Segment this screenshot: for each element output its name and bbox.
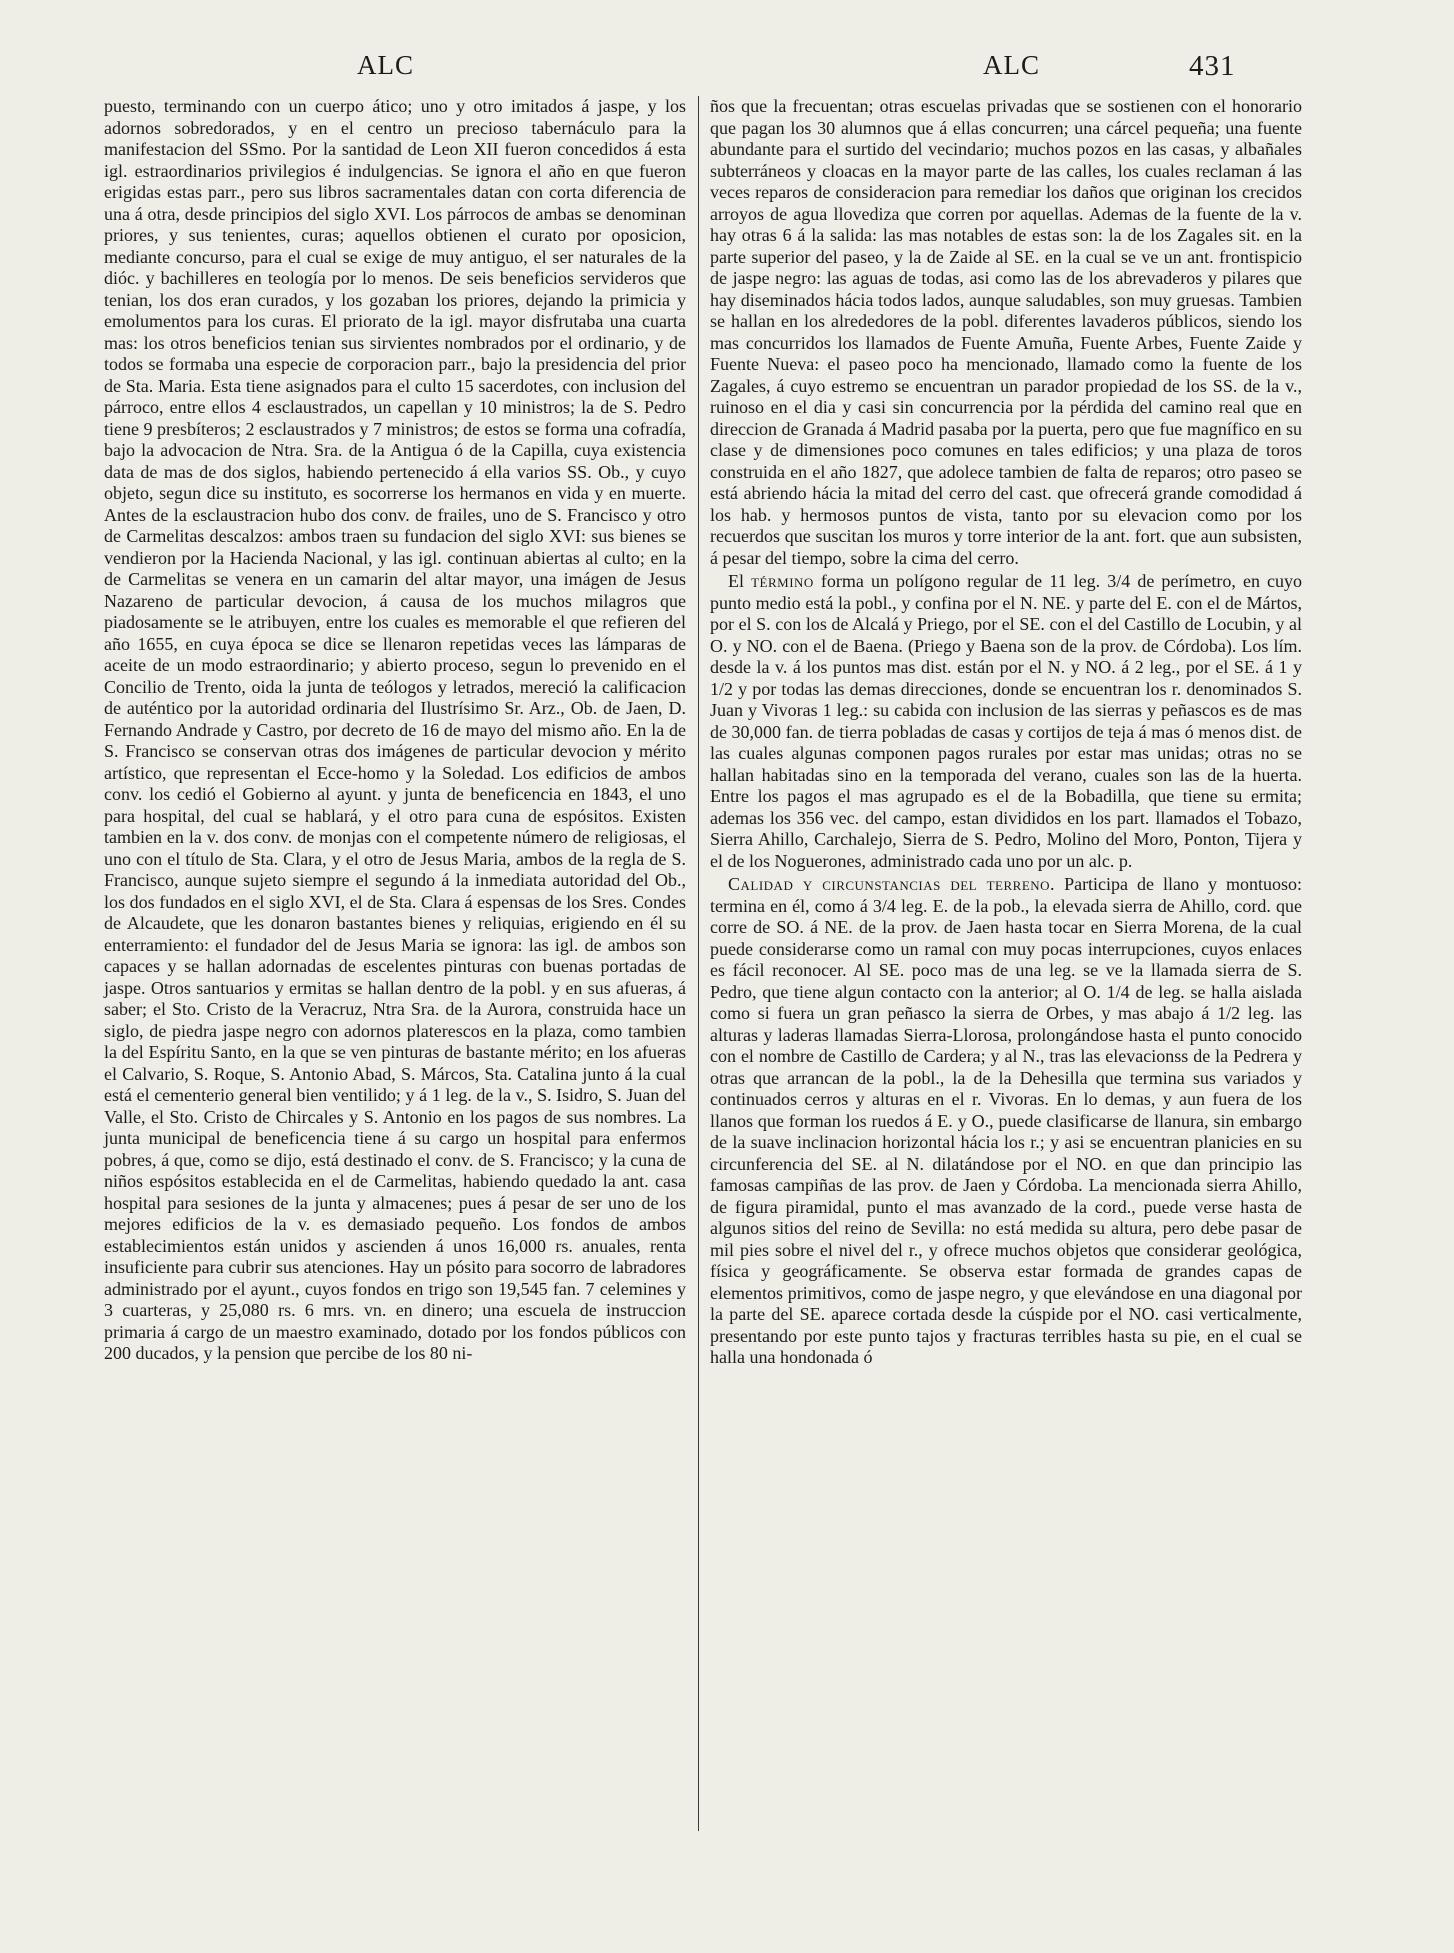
column-divider <box>698 96 699 1831</box>
left-column <box>104 96 686 1367</box>
paragraph-body: Participa de llano y montuoso: termina en él, como á 3/4 leg. E. de la pob., la elevada sierra de Ahillo, cord. que corre de SO. á NE. de la prov. de Jaen hasta tocar en Sierra Morena, de la cual puede considerarse como un ramal con muy pocas interrupciones, cuyos enlaces es fácil reconocer. Al SE. poco mas de una leg. se ve la llamada sierra de S. Pedro, que tiene algun contacto con la anterior; al O. 1/4 de leg. se halla aislada como si fuera un gran peñasco la sierra de Orbes, y mas abajo á 1/2 leg. las alturas y laderas llamadas Sierra-Llorosa, prolongándose hasta el punto conocido con el nombre de Castillo de Cardera; y al N., tras las elevacionss de la Pedrera y otras que arrancan de la pobl., la de la Dehesilla que termina sus variados y continuados cerros y alturas en el r. Vivoras. En lo demas, y aun fuera de los llanos que forman los ruedos á E. y O., puede clasificarse de llanura, sin embargo de la suave inclinacion horizontal hácia los r.; y asi se encuentran planicies en su circunferencia del SE. al N. dilatándose por el NO. en que dan principio las famosas campiñas de las prov. de Jaen y Córdoba. La mencionada sierra Ahillo, de figura piramidal, punto el mas avanzado de la cord., puede verse hasta de algunos sitios del reino de Sevilla: no está medida su altura, pero debe pasar de mil pies sobre el nivel del r., y ofrece muchos objetos que considerar geológica, física y geográficamente. Se observa estar formada de grandes capas de elementos primitivos, como de jaspe negro, y que elevándose en una diagonal por la parte del SE. aparece cortada desde la cúspide por el NO. casi verticalmente, presentando por este punto tajos y fracturas terribles hasta su pie, en el cual se halla una hondonada ó <box>710 874 1303 1367</box>
right-column <box>710 96 1302 1371</box>
term-heading: término <box>751 571 814 591</box>
right-column-paragraph-2 <box>710 571 1302 872</box>
paragraph-lead: El <box>728 571 744 591</box>
section-heading: Calidad y circunstancias del terreno. <box>728 874 1056 894</box>
right-column-paragraph-1: ños que la frecuentan; otras escuelas privadas que se sostienen con el honorario que pagan los 30 alumnos que á ellas concurren; una cárcel pequeña; una fuente abundante para el surtido del vecindario; muchos pozos en las casas, y albañales subterráneos y cloacas en la mayor parte de las calles, los cuales reclaman á las veces reparos de consideracion para remediar los daños que originan los crecidos arroyos de agua llovediza que corren por aquellas. Ademas de la fuente de la v. hay otras 6 á la salida: las mas notables de estas son: la de los Zagales sit. en la parte superior del paseo, y la de Zaide al SE. en la cual se ve un ant. frontispicio de jaspe negro: las aguas de todas, asi como las de los abrevaderos y pilares que hay diseminados hácia todos lados, aunque saludables, son muy gruesas. Tambien se hallan en los alrededores de la pobl. diferentes lavaderos públicos, siendo los mas concurridos los llamados de Fuente Amuña, Fuente Arbes, Fuente Zaide y Fuente Nueva: el paseo poco ha mencionado, llamado como la fuente de los Zagales, á cuyo estremo se encuentran un parador propiedad de los SS. de la v., ruinoso en el dia y casi sin concurrencia por la pérdida del camino real que en direccion de Granada á Madrid pasaba por la puerta, pero que fue magnífico en su clase y de dimensiones poco comunes en tales edificios; y una plaza de toros construida en el año 1827, que adolece tambien de falta de reparos; otro paseo se está abriendo hácia la mitad del cerro del cast. que ofrecerá grande comodidad á los hab. y hermosos puntos de vista, tanto por su elevacion como por los recuerdos que suscitan los muros y torre interior de la ant. fort. que aun subsisten, á pesar del tiempo, sobre la cima del cerro. <box>710 96 1302 568</box>
paragraph-body: forma un polígono regular de 11 leg. 3/4 de perímetro, en cuyo punto medio está la pobl., y confina por el N. NE. y parte del E. con el de Mártos, por el S. con los de Alcalá y Priego, por el SE. con el del Castillo de Locubin, y al O. y NO. con el de Baena. (Priego y Baena son de la prov. de Córdoba). Los lím. desde la v. á los puntos mas dist. están por el N. y NO. á 2 leg., por el SE. á 1 y 1/2 y por todas las demas direcciones, donde se encuentran los r. denominados S. Juan y Vivoras 1 leg.: su cabida con inclusion de las sierras y peñascos es de mas de 30,000 fan. de tierra pobladas de casas y cortijos de teja á mas ó menos dist. de las cuales algunas componen pagos rurales por estar mas unidas; otras no se hallan habitadas sino en la temporada del verano, cuales son las de la huerta. Entre los pagos el mas agrupado es el de la Bobadilla, que tiene su ermita; ademas los 356 vec. del campo, estan divididos en los part. llamados el Tobazo, Sierra Ahillo, Carchalejo, Sierra de S. Pedro, Molino del Moro, Ponton, Tijera y el de los Noguerones, administrado cada uno por un alc. p. <box>710 571 1303 871</box>
right-column-paragraph-3 <box>710 874 1302 1369</box>
running-head-left: ALC <box>357 50 414 80</box>
running-head-right: ALC <box>983 50 1040 80</box>
page-number: 431 <box>1189 50 1236 82</box>
left-column-paragraph: puesto, terminando con un cuerpo ático; uno y otro imitados á jaspe, y los adornos sobredorados, y en el centro un precioso tabernáculo para la manifestacion del SSmo. Por la santidad de Leon XII fueron concedidos á esta igl. estraordinarios privilegios é indulgencias. Se ignora el año en que fueron erigidas estas parr., pero sus libros sacramentales datan con corta diferencia de una á otra, desde principios del siglo XVI. Los párrocos de ambas se denominan priores, y sus tenientes, curas; aquellos obtienen el curato por oposicion, mediante concurso, para el cual se exige de muy antiguo, el ser naturales de la dióc. y bachilleres en teología por lo menos. De seis beneficios servideros que tenian, los dos eran curados, y los gozaban los priores, dejando la primicia y emolumentos para los curas. El priorato de la igl. mayor disfrutaba una cuarta mas: los otros beneficios tenian sus sirvientes nombrados por el ordinario, y de todos se formaba una especie de corporacion parr., bajo la presidencia del prior de Sta. Maria. Esta tiene asignados para el culto 15 sacerdotes, con inclusion del párroco, entre ellos 4 esclaustrados, un capellan y 10 ministros; la de S. Pedro tiene 9 presbíteros; 2 esclaustrados y 7 ministros; de estos se forma una cofradía, bajo la advocacion de Ntra. Sra. de la Antigua ó de la Capilla, cuya existencia data de mas de dos siglos, habiendo pertenecido á ella varios SS. Ob., y cuyo objeto, segun dice su instituto, es socorrerse los hermanos en vida y en muerte. Antes de la esclaustracion hubo dos conv. de frailes, uno de S. Francisco y otro de Carmelitas descalzos: ambos traen su fundacion del siglo XVI: sus bienes se vendieron por la Hacienda Nacional, y las igl. continuan abiertas al culto; en la de Carmelitas se venera en un camarin del altar mayor, una imágen de Jesus Nazareno de particular devocion, á causa de los muchos milagros que piadosamente se le atribuyen, entre los cuales es memorable el que refieren del año 1655, en cuya época se dice se llenaron repetidas veces las lámparas de aceite de un modo estraordinario; y abierto proceso, segun lo prevenido en el Concilio de Trento, oida la junta de teólogos y letrados, mereció la calificacion de auténtico por la autoridad ordinaria del Ilustrísimo Sr. Arz., Ob. de Jaen, D. Fernando Andrade y Castro, por decreto de 16 de mayo del mismo año. En la de S. Francisco se conservan otras dos imágenes de particular devocion y mérito artístico, que representan el Ecce-homo y la Soledad. Los edificios de ambos conv. los cedió el Gobierno al ayunt. y junta de beneficencia en 1843, el uno para hospital, del cual se hablará, y el otro para cuna de espósitos. Existen tambien en la v. dos conv. de monjas con el competente número de religiosas, el uno con el título de Sta. Clara, y el otro de Jesus Maria, ambos de la regla de S. Francisco, aunque sujeto siempre el segundo á la inmediata autoridad del Ob., los dos fundados en el siglo XVI, el de Sta. Clara á espensas de los Sres. Condes de Alcaudete, que les donaron bastantes bienes y reliquias, erigiendo en él su enterramiento: el fundador del de Jesus Maria se ignora: las igl. de ambos son capaces y se hallan adornadas de escelentes pinturas con buenas portadas de jaspe. Otros santuarios y ermitas se hallan dentro de la pobl. y en sus afueras, á saber; el Sto. Cristo de la Veracruz, Ntra Sra. de la Aurora, construida hace un siglo, de piedra jaspe negro con adornos platerescos en la plaza, como tambien la del Espíritu Santo, en la que se ven pinturas de bastante mérito; en los afueras el Calvario, S. Roque, S. Antonio Abad, S. Márcos, Sta. Catalina junto á la cual está el cementerio general bien ventilido; y á 1 leg. de la v., S. Isidro, S. Juan del Valle, el Sto. Cristo de Chircales y S. Antonio en los pagos de sus nombres. La junta municipal de beneficencia tiene á su cargo un hospital para enfermos pobres, á que, como se dijo, está destinado el conv. de S. Francisco; y la cuna de niños espósitos establecida en el de Carmelitas, habiendo quedado la ant. casa hospital para sesiones de la junta y almacenes; pues á pesar de ser uno de los mejores edificios de la v. es demasiado pequeño. Los fondos de ambos establecimientos están unidos y ascienden á unos 16,000 rs. anuales, renta insuficiente para cubrir sus atenciones. Hay un pósito para socorro de labradores administrado por el ayunt., cuyos fondos en trigo son 19,545 fan. 7 celemines y 3 cuarteras, y 25,080 rs. 6 mrs. vn. en dinero; una escuela de instruccion primaria á cargo de un maestro examinado, dotado por los fondos públicos con 200 ducados, y la pension que percibe de los 80 ni- <box>104 96 686 1363</box>
